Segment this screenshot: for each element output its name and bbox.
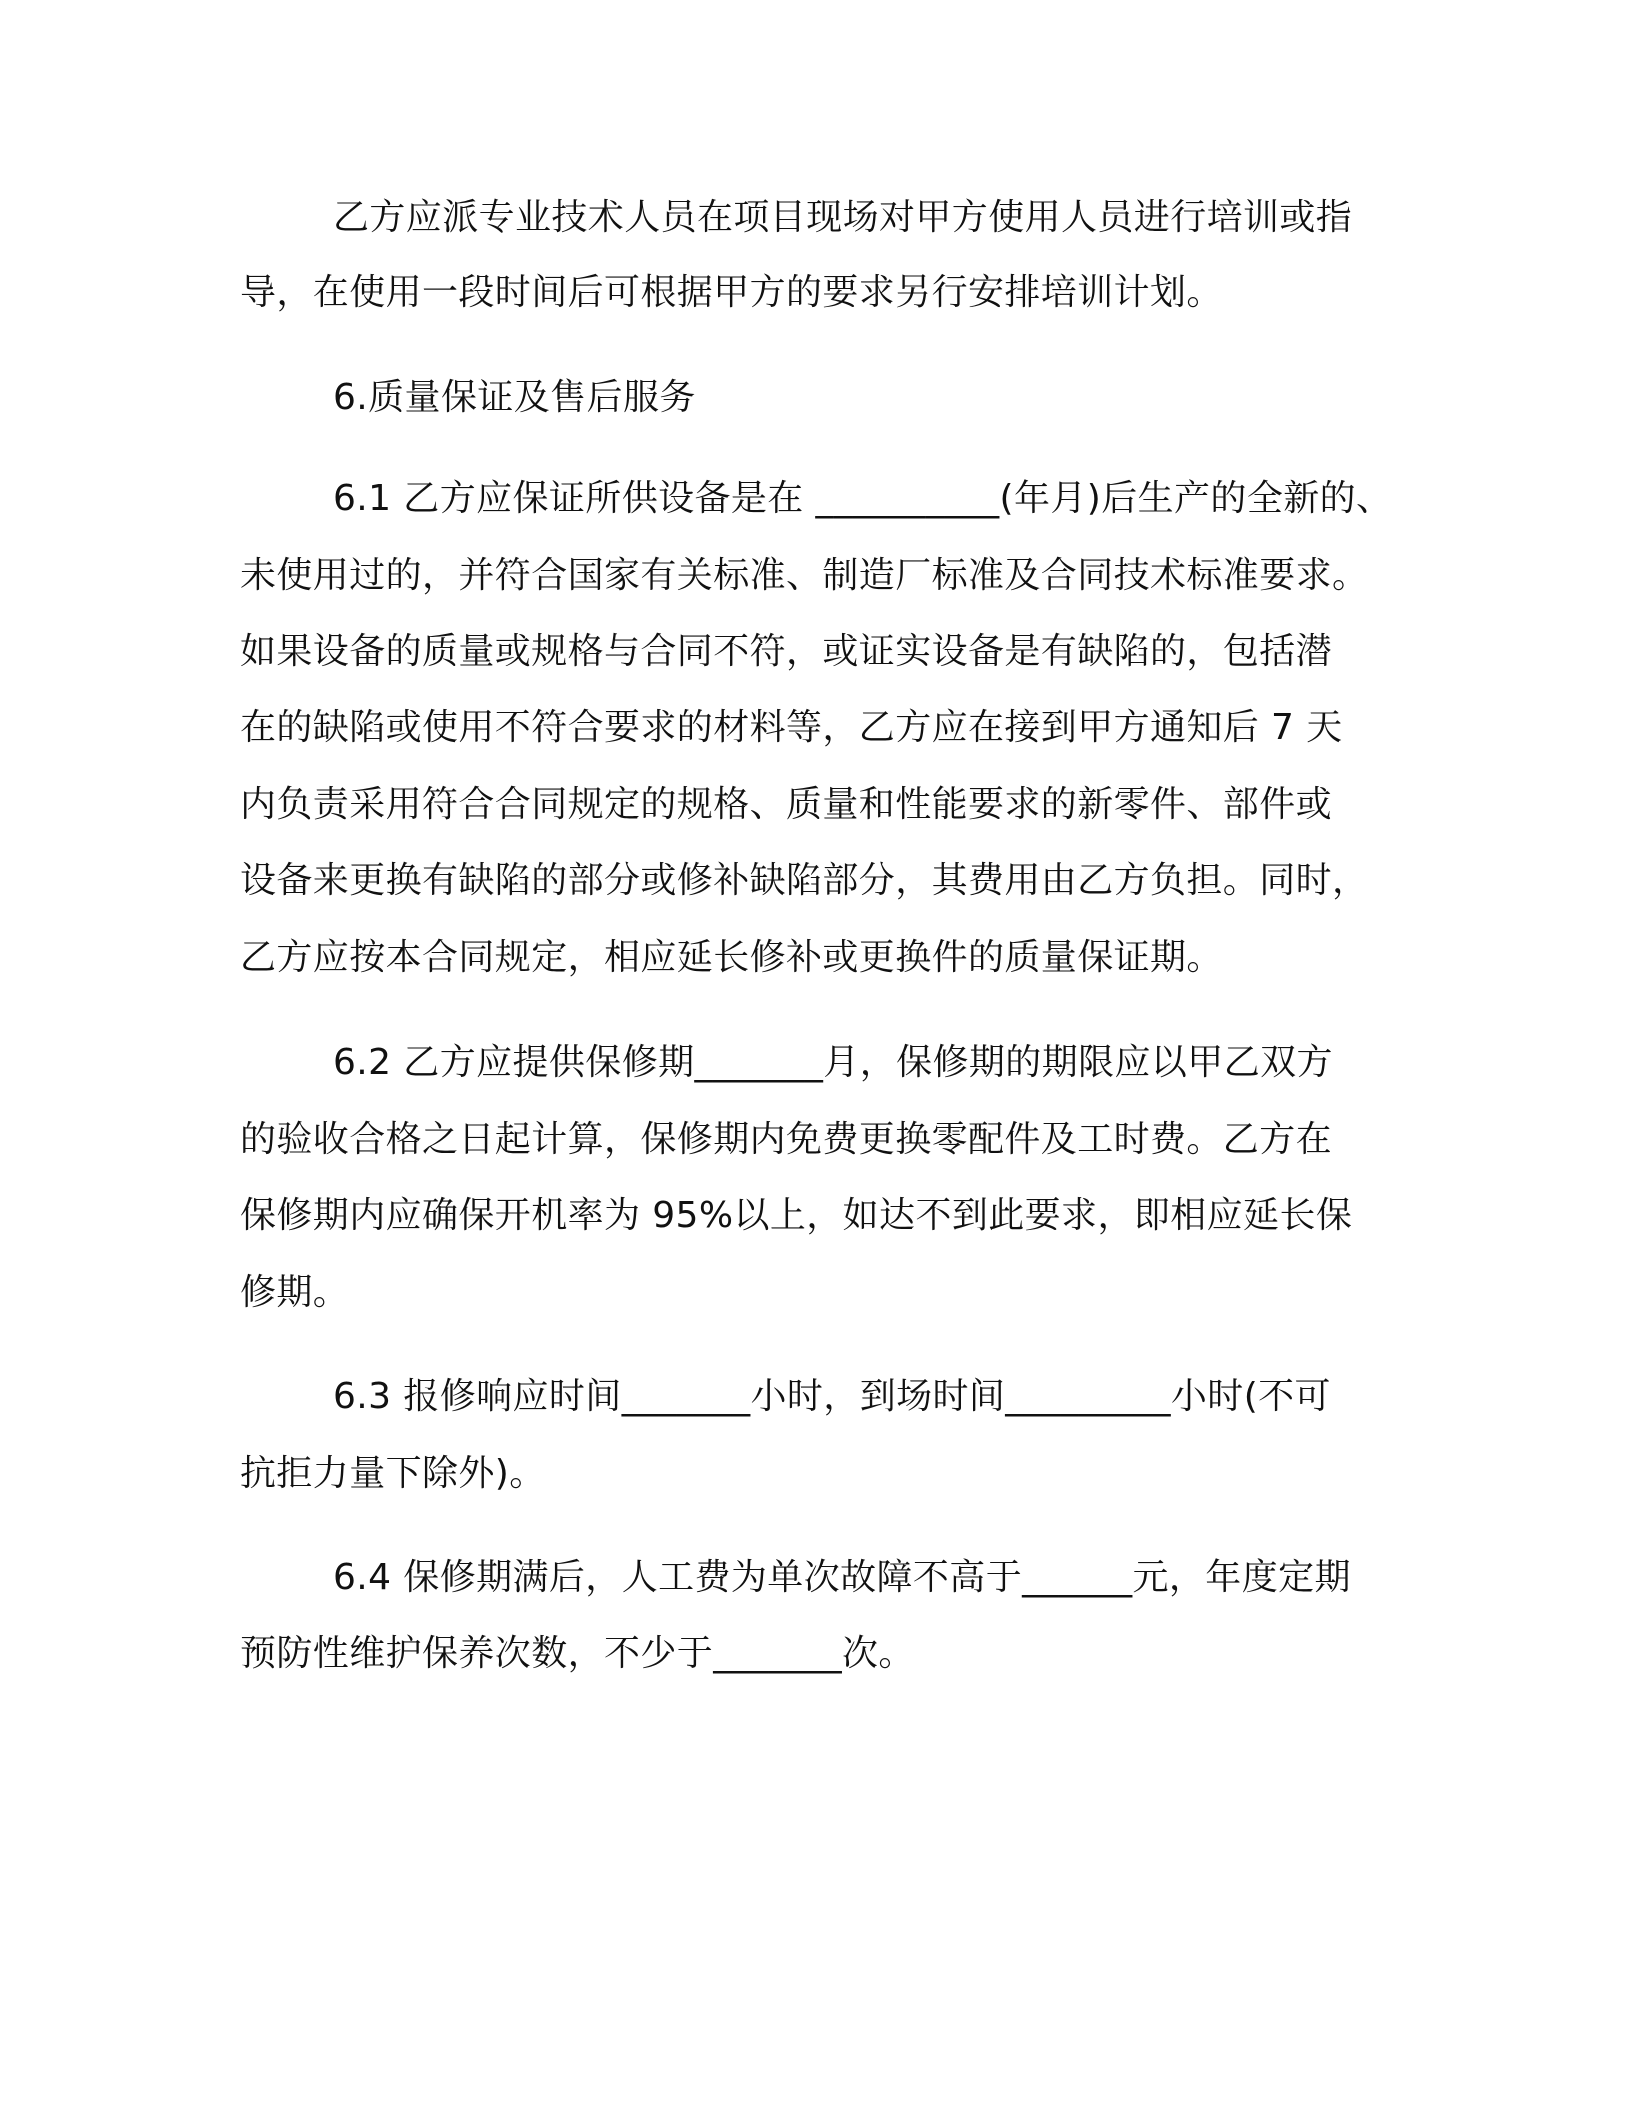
para-training-line-1: 乙方应派专业技术人员在项目现场对甲方使用人员进行培训或指 bbox=[333, 197, 1353, 238]
para-6-3-line-1: 6.3 报修响应时间_______小时，到场时间_________小时(不可 bbox=[333, 1376, 1331, 1417]
para-6-1-line-6: 设备来更换有缺陷的部分或修补缺陷部分，其费用由乙方负担。同时， bbox=[240, 860, 1369, 901]
para-6-1-line-1: 6.1 乙方应保证所供设备是在 __________(年月)后生产的全新的、 bbox=[333, 478, 1393, 519]
para-6-2-line-1: 6.2 乙方应提供保修期_______月，保修期的期限应以甲乙双方 bbox=[333, 1042, 1333, 1083]
para-6-1-line-4: 在的缺陷或使用不符合要求的材料等，乙方应在接到甲方通知后 7 天 bbox=[240, 707, 1343, 748]
para-6-1-line-7: 乙方应按本合同规定，相应延长修补或更换件的质量保证期。 bbox=[240, 937, 1223, 978]
para-6-4-line-2: 预防性维护保养次数，不少于_______次。 bbox=[240, 1633, 915, 1674]
para-6-2-line-2: 的验收合格之日起计算，保修期内免费更换零配件及工时费。乙方在 bbox=[240, 1119, 1333, 1160]
para-6-3-line-2: 抗拒力量下除外)。 bbox=[240, 1453, 546, 1494]
para-6-2-line-4: 修期。 bbox=[240, 1272, 350, 1313]
para-6-1-line-3: 如果设备的质量或规格与合同不符，或证实设备是有缺陷的，包括潜 bbox=[240, 631, 1333, 672]
section-heading-6: 6.质量保证及售后服务 bbox=[333, 377, 696, 418]
para-training-line-2: 导，在使用一段时间后可根据甲方的要求另行安排培训计划。 bbox=[240, 272, 1223, 313]
para-6-1-line-5: 内负责采用符合合同规定的规格、质量和性能要求的新零件、部件或 bbox=[240, 784, 1333, 825]
para-6-1-line-2: 未使用过的，并符合国家有关标准、制造厂标准及合同技术标准要求。 bbox=[240, 555, 1369, 596]
para-6-2-line-3: 保修期内应确保开机率为 95%以上，如达不到此要求，即相应延长保 bbox=[240, 1195, 1353, 1236]
para-6-4-line-1: 6.4 保修期满后，人工费为单次故障不高于______元，年度定期 bbox=[333, 1557, 1351, 1598]
